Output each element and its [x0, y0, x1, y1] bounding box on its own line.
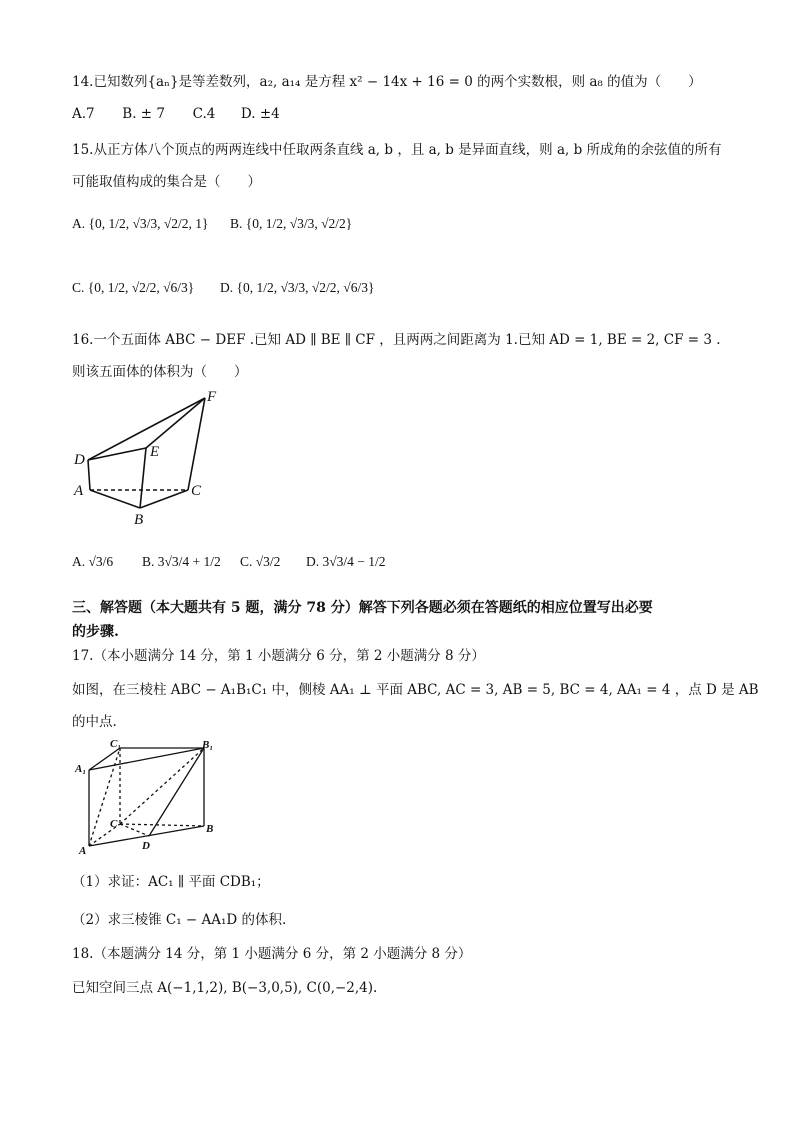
label-a1: A₁ [75, 763, 87, 775]
edge-bc [140, 490, 188, 508]
q17-part1: （1）求证：AC₁ ∥ 平面 CDB₁； [72, 874, 270, 890]
segment-b1d [149, 748, 204, 836]
q14-option-c: C.4 [192, 106, 216, 122]
q15-stem-line1: 15.从正方体八个顶点的两两连线中任取两条直线 a, b ，且 a, b 是异面直线，则 a, b 所成角的余弦值的所有 [72, 142, 722, 158]
q17-stem-line2: 的中点. [72, 714, 117, 730]
segment-cb1-hidden [120, 748, 204, 824]
label-c: C [110, 818, 118, 830]
q15-option-c: C. {0, 1/2, √2/2, √6/3} [72, 280, 195, 295]
q16-stem-line2: 则该五面体的体积为（ ） [72, 364, 248, 380]
q16-option-d: D. 3√3/4 − 1/2 [306, 554, 386, 569]
label-b: B [134, 512, 144, 528]
q15-stem-line2: 可能取值构成的集合是（ ） [72, 174, 261, 190]
edge-ab [90, 490, 140, 508]
section3-title-line1: 三、解答题（本大题共有 5 题，满分 78 分）解答下列各题必须在答题纸的相应位置写出必要 [72, 600, 653, 616]
section3-title-line2: 的步骤. [72, 624, 119, 640]
q14-option-b: B. ± 7 [122, 106, 165, 122]
q17-part2: （2）求三棱锥 C₁ − AA₁D 的体积. [72, 912, 287, 928]
label-c1: C₁ [110, 738, 122, 750]
q15-option-a: A. {0, 1/2, √3/3, √2/2, 1} [72, 216, 209, 231]
label-a: A [74, 483, 84, 499]
q14-option-d: D. ±4 [240, 106, 280, 122]
q15-option-d: D. {0, 1/2, √3/3, √2/2, √6/3} [220, 280, 375, 295]
q17-stem-line1: 如图，在三棱柱 ABC − A₁B₁C₁ 中，侧棱 AA₁ ⊥ 平面 ABC, AC = 3, AB = 5, BC = 4, AA₁ = 4 ，点 D 是 AB [72, 682, 759, 698]
q14-stem: 14.已知数列{aₙ}是等差数列，a₂, a₁₄ 是方程 x² − 14x + 16 = 0 的两个实数根，则 a₈ 的值为（ ） [72, 74, 702, 90]
q16-option-c: C. √3/2 [240, 554, 281, 569]
segment-cd-hidden [120, 824, 149, 836]
edge-ad [88, 460, 90, 490]
q18-stem: 已知空间三点 A(−1,1,2), B(−3,0,5), C(0,−2,4). [72, 980, 378, 996]
q16-stem-line1: 16.一个五面体 ABC − DEF .已知 AD ∥ BE ∥ CF ，且两两之间距离为 1.已知 AD = 1, BE = 2, CF = 3 . [72, 332, 721, 348]
pentahedron-figure [70, 388, 230, 528]
edge-cf [188, 398, 205, 490]
edge-ef [146, 398, 205, 448]
segment-ac1-hidden [89, 748, 120, 846]
label-c: C [191, 483, 202, 499]
label-a: A [79, 845, 87, 857]
q16-option-a: A. √3/6 [72, 554, 114, 569]
label-d: D [74, 452, 85, 468]
edge-cb-hidden [120, 824, 204, 826]
q14-option-a: A.7 [72, 106, 95, 122]
edge-be [140, 448, 146, 508]
edge-de [88, 448, 146, 460]
edge-a1b1 [89, 748, 204, 770]
prism-figure [72, 738, 222, 858]
label-b1: B₁ [202, 739, 214, 751]
label-e: E [150, 444, 160, 460]
label-b: B [206, 823, 214, 835]
q18-header: 18.（本题满分 14 分，第 1 小题满分 6 分，第 2 小题满分 8 分） [72, 946, 472, 962]
label-f: F [207, 389, 217, 405]
q14-options [72, 104, 280, 124]
q15-option-b: B. {0, 1/2, √3/3, √2/2} [230, 216, 353, 231]
q17-header: 17.（本小题满分 14 分，第 1 小题满分 6 分，第 2 小题满分 8 分） [72, 648, 485, 664]
label-d: D [142, 840, 150, 852]
q16-option-b: B. 3√3/4 + 1/2 [142, 554, 221, 569]
